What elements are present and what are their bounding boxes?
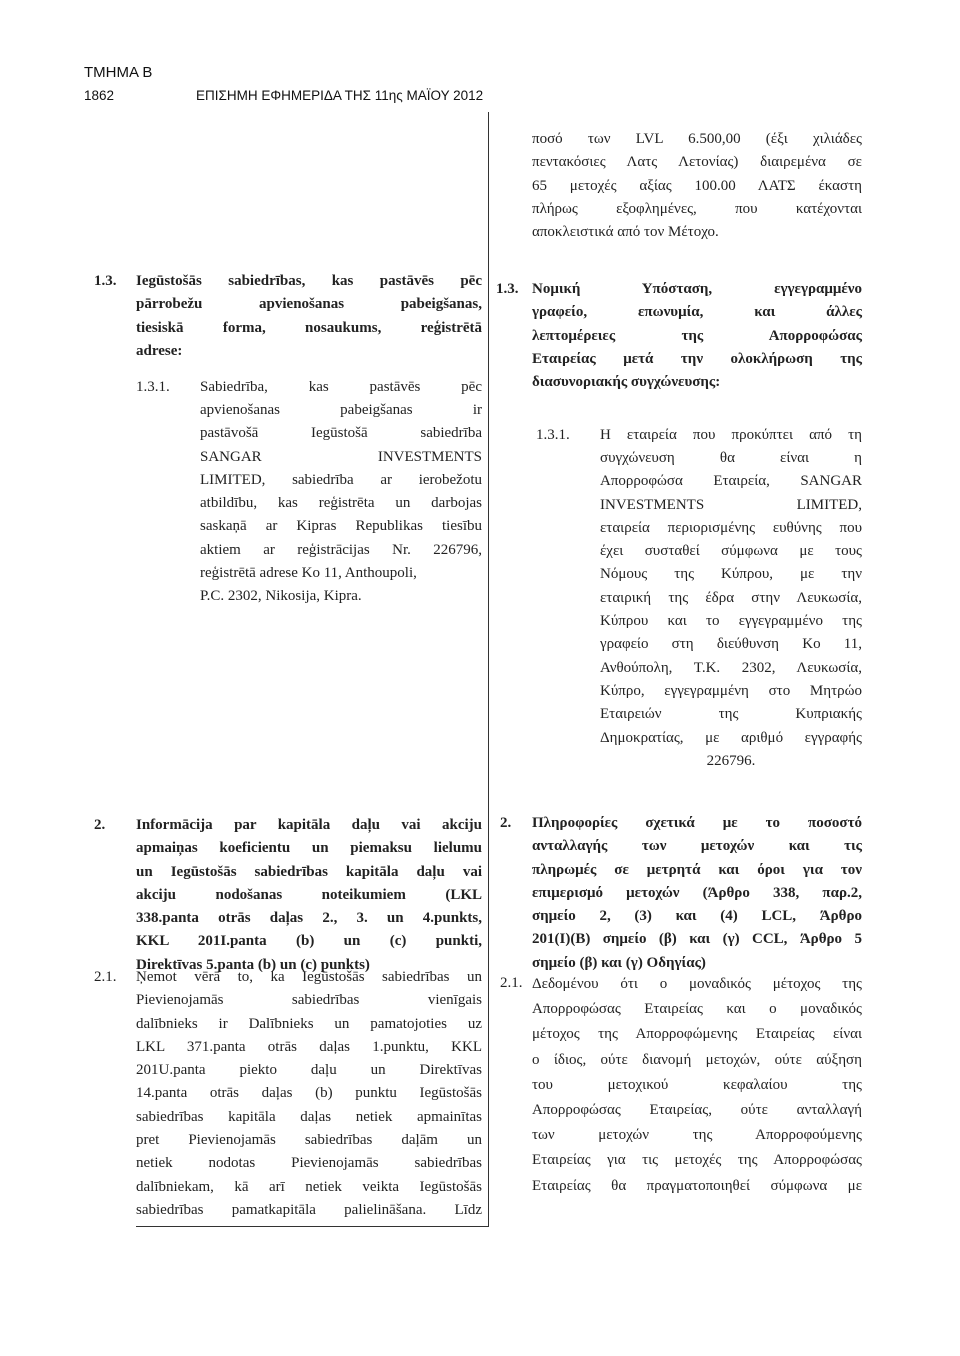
text-line: ποσό των LVL 6.500,00 (έξι χιλιάδες [532,131,862,147]
text-line: Εταιρειών της Κυπριακής [600,706,862,723]
text-line: σημείο (β) και (γ) Οδηγίας) [532,954,706,971]
text-line: LIMITED, sabiedrība ar ierobežotu [200,471,482,488]
text-line: Δεδομένου ότι ο μοναδικός μέτοχος της [532,976,862,992]
section-number: 1.3. [94,273,117,289]
page-number: 1862 [84,88,115,103]
text-line: γραφείο, επωνυμία, και άλλες [532,304,862,321]
text-line: adrese: [136,342,183,359]
text-line: pret Pievienojamās sabiedrības daļām un [136,1132,482,1149]
greek-continuation [532,128,862,244]
text-line: pārrobežu apvienošanas pabeigšanas, [136,296,482,313]
text-line: μέτοχος της Απορροφώμενης Εταιρείας είναι [532,1026,862,1043]
section-number: 1.3.1. [136,379,170,395]
text-line: Ανθούπολη, Τ.Κ. 2302, Λευκωσία, [600,659,862,676]
greek-section-1-3-1-first [600,424,862,447]
latvian-section-2-1 [136,966,482,1222]
gazette-title: ΕΠΙΣΗΜΗ ΕΦΗΜΕΡΙΔΑ ΤΗΣ 11ης ΜΑΪΟΥ 2012 [196,88,484,103]
greek-section-2-1 [532,972,862,1199]
text-line: SANGAR INVESTMENTS [200,448,482,465]
text-line: Εταιρείας θα πραγματοποιηθεί σύμφωνα με [532,1177,862,1194]
text-line: επιμερισμό μετοχών (Άρθρο 338, παρ.2, [532,884,862,901]
text-line: sabiedrības pamatkapitāla palielināšana. Līdz [136,1201,482,1218]
text-line: apvienošanas pabeigšanas ir [200,402,482,418]
text-line: 65 μετοχές αξίας 100.00 ΛΑΤΣ έκαστη [532,177,862,194]
text-line: Η εταιρεία που προκύπτει από τη [600,427,862,443]
column-divider [488,112,489,1227]
text-line: πεντακόσιες Λατς Λετονίας) διαιρεμένα σε [532,154,862,171]
text-line: LKL 371.panta otrās daļas 1.punktu, KKL [136,1038,482,1055]
text-line: INVESTMENTS LIMITED, [600,496,862,513]
text-line: aktiem ar reģistrācijas Nr. 226796, [200,541,482,558]
text-line: Νόμους της Κύπρου, με την [600,566,862,583]
section-number: 1.3. [496,281,519,297]
text-line: λεπτομέρειες της Απορροφώσας [532,327,862,344]
text-line: saskaņā ar Kipras Republikas tiesību [200,518,482,535]
greek-section-1-3-1 [600,447,862,773]
text-line: Εταιρείας για τις μετοχές της Απορροφώσας [532,1152,862,1169]
text-line: netiek nodotas Pievienojamās sabiedrības [136,1155,482,1172]
section-number: 2. [500,815,512,831]
text-line: dalībnieks ir Dalībnieks un pamatojoties uz [136,1015,482,1032]
text-line: P.C. 2302, Nikosija, Kipra. [200,588,362,605]
text-line: έχει συσταθεί σύμφωνα με τους [600,543,862,560]
bottom-rule [136,1226,489,1227]
greek-section-1-3 [532,278,862,394]
page-header [84,88,483,103]
section-number: 2. [94,817,106,833]
text-line: dalībniekam, kā arī netiek veikta Iegūstošās [136,1178,482,1195]
text-line: Sabiedrība, kas pastāvēs pēc [200,379,482,395]
text-line: πληρωμές σε μετρητά και όροι για τον [532,861,862,878]
latvian-section-1-3-1 [200,399,482,609]
text-line: Απορροφώσα Εταιρεία, SANGAR [600,473,862,490]
section-number: 1.3.1. [536,427,570,443]
section-label: ΤΜΗΜΑ Β [84,64,153,81]
text-line: Εταιρείας μετά την ολοκλήρωση της [532,350,862,367]
latvian-section-2 [136,814,482,977]
text-line: Απορροφώσας Εταιρείας και ο μοναδικός [532,1001,862,1018]
text-line: συγχώνευση θα είναι η [600,450,862,466]
text-line: Κύπρου και το εγγεγραμμένο της [600,613,862,630]
text-line: Informācija par kapitāla daļu vai akciju [136,817,482,833]
section-number: 2.1. [94,969,117,985]
text-line: πλήρως εξοφλημένες, που κατέχονται [532,200,862,217]
text-line: 201(I)(Β) σημείο (β) και (γ) CCL, Άρθρο 5 [532,931,862,948]
text-line: του μετοχικού κεφαλαίου της [532,1076,862,1093]
text-line: sabiedrības kapitāla daļas netiek apmainītas [136,1108,482,1125]
text-line: Iegūstošās sabiedrības, kas pastāvēs pēc [136,273,482,289]
text-line: pastāvošā Iegūstošā sabiedrība [200,425,482,442]
text-line: ανταλλαγής των μετοχών και τις [532,838,862,855]
text-line: εταιρική της έδρα στην Λευκωσία, [600,589,862,606]
text-line: αποκλειστικά από τον Μέτοχο. [532,224,719,241]
text-line: των μετοχών της Απορροφούμενης [532,1127,862,1144]
text-line: un Iegūstošās sabiedrības kapitāla daļu vai [136,863,482,880]
text-line: 201U.panta piekto daļu un Direktīvas [136,1062,482,1079]
text-line: reģistrētā adrese Ko 11, Anthoupoli, [200,565,417,582]
text-line: Ņemot vērā to, ka Iegūstošās sabiedrības un [136,969,482,985]
text-line: 14.panta otrās daļas (b) punktu Iegūstošās [136,1085,482,1102]
text-line: Πληροφορίες σχετικά με το ποσοστό [532,815,862,831]
greek-section-2 [532,812,862,975]
latvian-section-1-3-1-first [200,376,482,399]
section-number: 2.1. [500,975,523,991]
text-line: εταιρεία περιορισμένης ευθύνης που [600,519,862,536]
text-line: akciju nodošanas noteikumiem (LKL [136,886,482,903]
text-line: KKL 201I.panta (b) un (c) punkti, [136,933,482,950]
text-line: ο ίδιος, ούτε διανομή μετοχών, ούτε αύξηση [532,1051,862,1068]
text-line: Κύπρο, εγγεγραμμένη στο Μητρώο [600,682,862,699]
text-line: σημείο 2, (3) και (4) LCL, Άρθρο [532,908,862,925]
text-line: Δημοκρατίας, με αριθμό εγγραφής [600,729,862,746]
text-line: Νομική Υπόσταση, εγγεγραμμένο [532,281,862,297]
text-line: atbildību, kas reģistrēta un darbojas [200,495,482,512]
text-line: Direktīvas 5.panta (b) un (c) punkts) [136,956,370,973]
text-line: tiesiskā forma, nosaukums, reģistrētā [136,319,482,336]
text-line: 226796. [706,752,756,769]
text-line: 338.panta otrās daļas 2., 3. un 4.punkts, [136,910,482,927]
text-line: διασυνοριακής συγχώνευσης: [532,374,721,391]
text-line: γραφείο στη διεύθυνση Κο 11, [600,636,862,653]
text-line: Pievienojamās sabiedrības vienīgais [136,992,482,1009]
text-line: apmaiņas koeficientu un piemaksu lielumu [136,840,482,857]
latvian-section-1-3 [136,270,482,363]
text-line: Απορροφώσας Εταιρείας, ούτε ανταλλαγή [532,1102,862,1119]
